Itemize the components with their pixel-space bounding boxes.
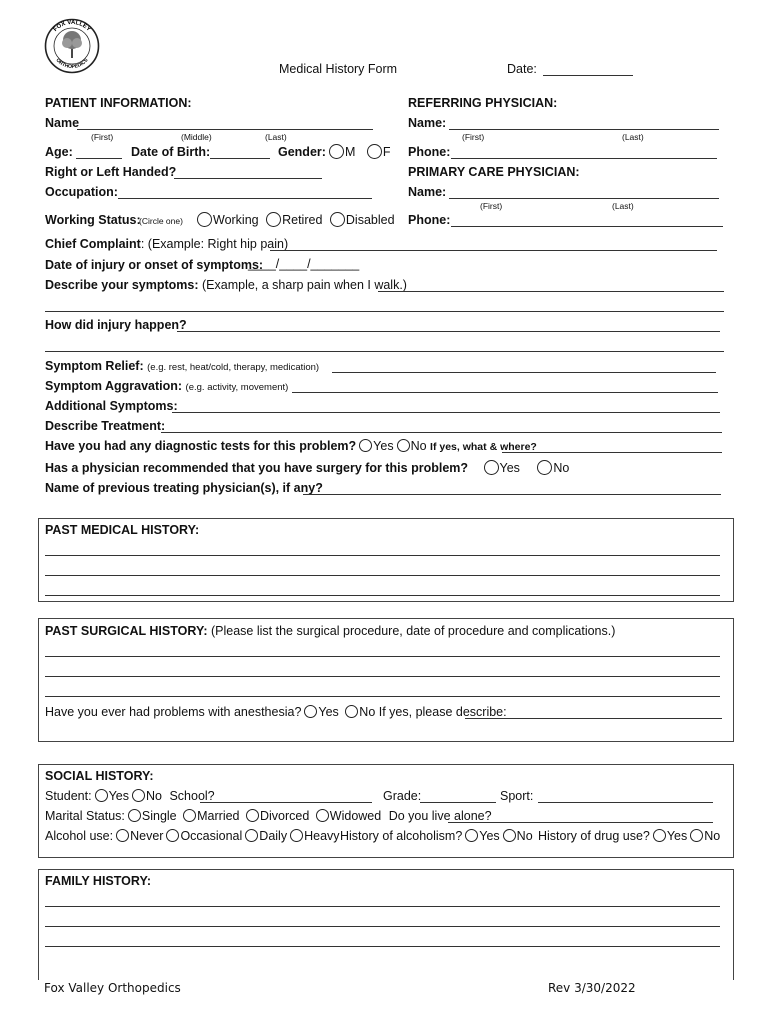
relief-field[interactable] — [332, 372, 716, 373]
student-label: Student: — [45, 789, 92, 803]
past-surgical-header-row — [45, 624, 615, 638]
additional-label: Additional Symptoms: — [45, 399, 178, 413]
daily-radio[interactable] — [245, 829, 258, 842]
previous-physician-label: Name of previous treating physician(s), if any? — [45, 481, 323, 495]
working-status-label: Working Status: — [45, 213, 141, 227]
injury-date-field[interactable]: ____/____/_______ — [248, 257, 360, 271]
disabled-label: Disabled — [345, 213, 395, 227]
aggravation-row — [45, 379, 288, 393]
alcoholism-yes-label: Yes — [479, 829, 500, 843]
family-heading: FAMILY HISTORY: — [45, 874, 152, 888]
patient-name-field[interactable] — [77, 129, 373, 130]
injury-date-label: Date of injury or onset of symptoms: — [45, 258, 264, 272]
chief-complaint-row — [45, 237, 288, 251]
pcp-name-label: Name: — [408, 185, 447, 199]
surgery-yes-radio[interactable] — [484, 460, 499, 475]
patient-info-heading: PATIENT INFORMATION: — [45, 96, 192, 110]
describe-field-2[interactable] — [45, 311, 724, 312]
referring-name-field[interactable] — [449, 129, 719, 130]
tests-yes-label: Yes — [373, 439, 394, 453]
marital-row — [45, 809, 492, 823]
last-hint: (Last) — [265, 132, 287, 142]
family-line-2[interactable] — [45, 926, 720, 927]
occasional-label: Occasional — [180, 829, 243, 843]
surgery-row — [45, 460, 569, 475]
grade-label: Grade: — [383, 789, 422, 803]
surgery-label: Has a physician recommended that you have surgery for this problem? — [45, 461, 469, 475]
past-medical-heading: PAST MEDICAL HISTORY: — [45, 523, 200, 537]
anesthesia-no-radio[interactable] — [345, 705, 358, 718]
pcp-phone-field[interactable] — [451, 226, 723, 227]
student-no-label: No — [145, 789, 162, 803]
live-alone-field[interactable] — [448, 822, 713, 823]
gender-f-label: F — [382, 145, 391, 159]
pcp-phone-label: Phone: — [408, 213, 451, 227]
divorced-label: Divorced — [259, 809, 310, 823]
sport-label: Sport: — [500, 789, 534, 803]
anesthesia-no-label: No — [359, 705, 376, 719]
gender-label: Gender: — [278, 145, 326, 159]
referring-name-label: Name: — [408, 116, 447, 130]
student-yes-label: Yes — [108, 789, 129, 803]
describe-example: (Example, a sharp pain when I walk.) — [202, 278, 407, 292]
alcohol-row — [45, 829, 340, 843]
logo-text-top: FOX VALLEY — [52, 19, 92, 33]
marital-label: Marital Status: — [45, 809, 125, 823]
occasional-radio[interactable] — [166, 829, 179, 842]
tests-no-label: No — [410, 439, 427, 453]
working-status-options — [194, 212, 395, 227]
past-medical-line-2[interactable] — [45, 575, 720, 576]
working-radio[interactable] — [197, 212, 212, 227]
tests-row — [45, 439, 537, 453]
heavy-radio[interactable] — [290, 829, 303, 842]
alcohol-label: Alcohol use: — [45, 829, 114, 843]
alcoholism-no-label: No — [516, 829, 533, 843]
gender-options — [326, 144, 391, 159]
anesthesia-yes-radio[interactable] — [304, 705, 317, 718]
school-label: School? — [169, 789, 215, 803]
circle-one-hint: (Circle one) — [139, 216, 183, 226]
tests-followup-field[interactable] — [502, 452, 722, 453]
pcp-first-hint: (First) — [480, 201, 503, 211]
aggravation-example: (e.g. activity, movement) — [185, 382, 289, 393]
how-field[interactable] — [177, 331, 720, 332]
pcp-heading: PRIMARY CARE PHYSICIAN: — [408, 165, 580, 179]
anesthesia-yes-label: Yes — [318, 705, 339, 719]
describe-label: Describe your symptoms: — [45, 278, 199, 292]
anesthesia-label: Have you ever had problems with anesthesia? — [45, 705, 302, 719]
divorced-radio[interactable] — [246, 809, 259, 822]
middle-hint: (Middle) — [181, 132, 212, 142]
past-surgical-line-1[interactable] — [45, 656, 720, 657]
tests-yes-radio[interactable] — [359, 439, 372, 452]
tree-logo-icon — [44, 18, 100, 74]
referring-first-hint: (First) — [462, 132, 485, 142]
alcoholism-label: History of alcoholism? — [340, 829, 463, 843]
date-field[interactable] — [543, 75, 633, 76]
student-yes-radio[interactable] — [95, 789, 108, 802]
married-radio[interactable] — [183, 809, 196, 822]
surgery-yes-label: Yes — [499, 461, 520, 475]
tests-no-radio[interactable] — [397, 439, 410, 452]
drug-yes-radio[interactable] — [653, 829, 666, 842]
working-label: Working — [213, 213, 259, 227]
student-row — [45, 789, 215, 803]
past-medical-line-3[interactable] — [45, 595, 720, 596]
aggravation-field[interactable] — [292, 392, 718, 393]
heavy-label: Heavy — [304, 829, 340, 843]
first-hint: (First) — [91, 132, 114, 142]
anesthesia-row — [45, 705, 507, 719]
never-radio[interactable] — [116, 829, 129, 842]
form-title: Medical History Form — [279, 62, 398, 76]
surgery-no-label: No — [553, 461, 570, 475]
chief-complaint-field[interactable] — [270, 250, 717, 251]
referring-last-hint: (Last) — [622, 132, 644, 142]
logo-text-bottom: ORTHOPEDICS — [54, 57, 90, 71]
previous-physician-field[interactable] — [303, 494, 721, 495]
gender-m-label: M — [345, 145, 356, 159]
age-field[interactable] — [76, 158, 122, 159]
drug-no-label: No — [704, 829, 721, 843]
past-surgical-note: (Please list the surgical procedure, date of procedure and complications.) — [211, 624, 616, 638]
past-medical-line-1[interactable] — [45, 555, 720, 556]
referring-heading: REFERRING PHYSICIAN: — [408, 96, 558, 110]
single-radio[interactable] — [128, 809, 141, 822]
widowed-label: Widowed — [329, 809, 382, 823]
widowed-radio[interactable] — [316, 809, 329, 822]
pcp-last-hint: (Last) — [612, 201, 634, 211]
school-field[interactable] — [200, 802, 372, 803]
how-field-2[interactable] — [45, 351, 724, 352]
past-surgical-heading: PAST SURGICAL HISTORY: — [45, 624, 208, 638]
footer-org: Fox Valley Orthopedics — [44, 981, 181, 995]
referring-phone-field[interactable] — [451, 158, 717, 159]
dob-label: Date of Birth: — [131, 145, 211, 159]
retired-radio[interactable] — [266, 212, 281, 227]
chief-complaint-example: : (Example: Right hip pain) — [140, 237, 289, 251]
relief-example: (e.g. rest, heat/cold, therapy, medication) — [147, 362, 320, 373]
drug-yes-label: Yes — [666, 829, 688, 843]
social-heading: SOCIAL HISTORY: — [45, 769, 154, 783]
grade-field[interactable] — [420, 802, 496, 803]
treatment-label: Describe Treatment: — [45, 419, 166, 433]
never-label: Never — [130, 829, 164, 843]
relief-label: Symptom Relief: — [45, 359, 144, 373]
drug-no-radio[interactable] — [690, 829, 703, 842]
alcoholism-row — [340, 829, 533, 843]
chief-complaint-label: Chief Complaint — [45, 237, 141, 251]
sport-field[interactable] — [538, 802, 713, 803]
handed-label: Right or Left Handed? — [45, 165, 177, 179]
tests-followup-label: If yes, what & where? — [430, 441, 537, 453]
age-label: Age: — [45, 145, 73, 159]
past-surgical-line-3[interactable] — [45, 696, 720, 697]
alcoholism-yes-radio[interactable] — [465, 829, 478, 842]
anesthesia-followup-label: If yes, please describe: — [378, 705, 507, 719]
family-line-1[interactable] — [45, 906, 720, 907]
single-label: Single — [141, 809, 177, 823]
student-no-radio[interactable] — [132, 789, 145, 802]
family-line-3[interactable] — [45, 946, 720, 947]
tests-label: Have you had any diagnostic tests for this problem? — [45, 439, 357, 453]
retired-label: Retired — [282, 213, 323, 227]
gender-f-radio[interactable] — [367, 144, 382, 159]
alcoholism-no-radio[interactable] — [503, 829, 516, 842]
occupation-field[interactable] — [118, 198, 372, 199]
treatment-field[interactable] — [161, 432, 722, 433]
occupation-label: Occupation: — [45, 185, 118, 199]
past-surgical-line-2[interactable] — [45, 676, 720, 677]
anesthesia-followup-field[interactable] — [465, 718, 722, 719]
surgery-no-radio[interactable] — [537, 460, 552, 475]
drug-row — [538, 829, 720, 843]
pcp-name-field[interactable] — [449, 198, 719, 199]
name-label: Name — [45, 116, 80, 130]
referring-phone-label: Phone: — [408, 145, 451, 159]
drug-label: History of drug use? — [538, 829, 650, 843]
additional-field[interactable] — [172, 412, 720, 413]
married-label: Married — [197, 809, 240, 823]
describe-field[interactable] — [378, 291, 724, 292]
daily-label: Daily — [259, 829, 288, 843]
dob-field[interactable] — [210, 158, 270, 159]
how-label: How did injury happen? — [45, 318, 187, 332]
footer-rev: Rev 3/30/2022 — [548, 981, 636, 995]
aggravation-label: Symptom Aggravation: — [45, 379, 183, 393]
gender-m-radio[interactable] — [329, 144, 344, 159]
relief-row — [45, 359, 319, 373]
disabled-radio[interactable] — [330, 212, 345, 227]
describe-row — [45, 278, 407, 292]
handed-field[interactable] — [174, 178, 322, 179]
date-label: Date: — [507, 62, 537, 76]
live-alone-label: Do you live alone? — [388, 809, 492, 823]
